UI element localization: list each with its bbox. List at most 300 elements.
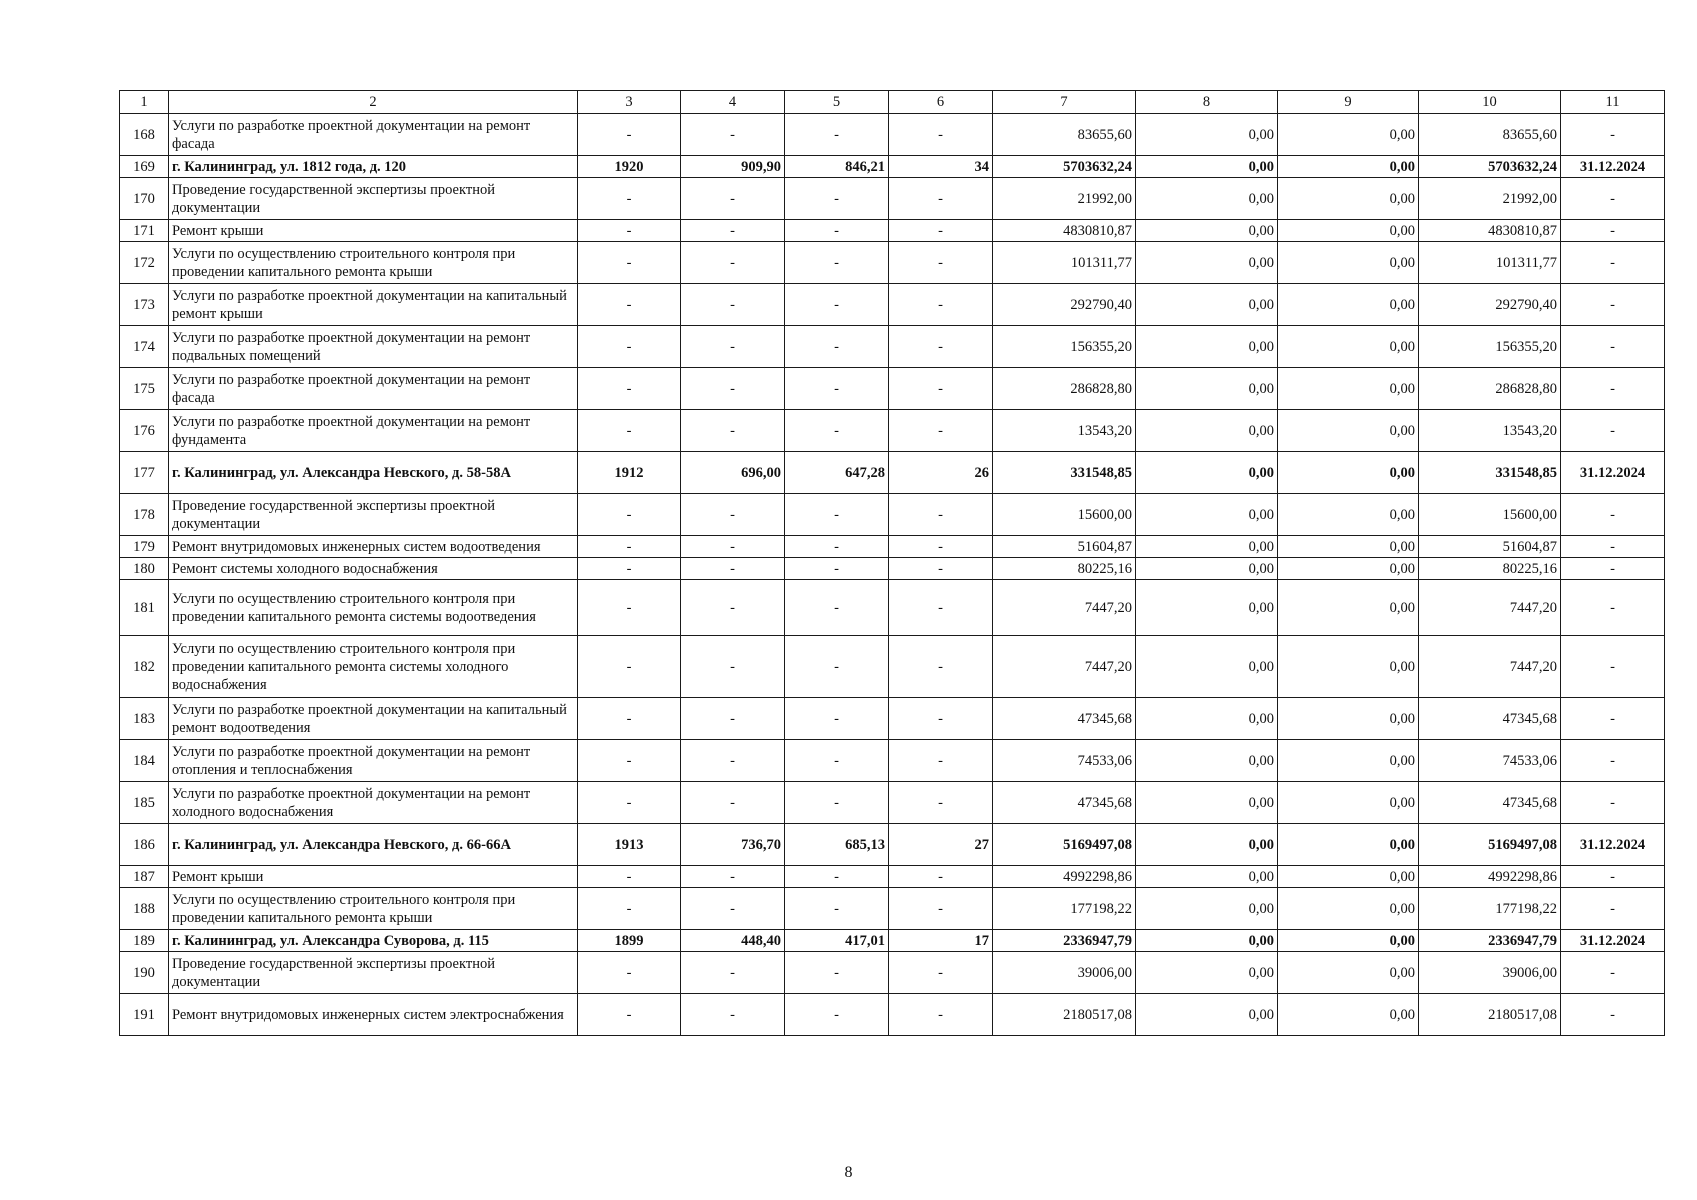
completion-date-cell: - — [1561, 494, 1665, 536]
row-number-cell: 171 — [120, 220, 169, 242]
fund-cost-cell: 0,00 — [1136, 930, 1278, 952]
total-cost-cell: 39006,00 — [993, 952, 1136, 994]
total-area-cell: - — [681, 866, 785, 888]
living-area-cell: - — [785, 994, 889, 1036]
owners-cost-cell: 156355,20 — [1419, 326, 1561, 368]
residents-cell: - — [889, 952, 993, 994]
table-row — [120, 952, 1665, 994]
header-col-6: 6 — [889, 91, 993, 114]
total-cost-cell: 74533,06 — [993, 740, 1136, 782]
owners-cost-cell: 15600,00 — [1419, 494, 1561, 536]
column-number-header — [120, 91, 1665, 114]
work-description-cell: Услуги по разработке проектной документации на капитальный ремонт крыши — [169, 284, 578, 326]
fund-cost-cell: 0,00 — [1136, 156, 1278, 178]
total-cost-cell: 101311,77 — [993, 242, 1136, 284]
year-built-cell: - — [578, 178, 681, 220]
table-row — [120, 410, 1665, 452]
year-built-cell: - — [578, 410, 681, 452]
total-area-cell: - — [681, 284, 785, 326]
header-col-2: 2 — [169, 91, 578, 114]
table-row — [120, 866, 1665, 888]
total-cost-cell: 80225,16 — [993, 558, 1136, 580]
owners-cost-cell: 5703632,24 — [1419, 156, 1561, 178]
year-built-cell: - — [578, 536, 681, 558]
row-number-cell: 180 — [120, 558, 169, 580]
living-area-cell: - — [785, 952, 889, 994]
total-area-cell: - — [681, 580, 785, 636]
year-built-cell: 1912 — [578, 452, 681, 494]
row-number-cell: 189 — [120, 930, 169, 952]
completion-date-cell: - — [1561, 994, 1665, 1036]
living-area-cell: - — [785, 866, 889, 888]
owners-cost-cell: 2180517,08 — [1419, 994, 1561, 1036]
header-col-11: 11 — [1561, 91, 1665, 114]
owners-cost-cell: 286828,80 — [1419, 368, 1561, 410]
living-area-cell: - — [785, 558, 889, 580]
other-cost-cell: 0,00 — [1278, 930, 1419, 952]
living-area-cell: 647,28 — [785, 452, 889, 494]
living-area-cell: 417,01 — [785, 930, 889, 952]
total-cost-cell: 51604,87 — [993, 536, 1136, 558]
other-cost-cell: 0,00 — [1278, 284, 1419, 326]
residents-cell: - — [889, 368, 993, 410]
living-area-cell: - — [785, 580, 889, 636]
other-cost-cell: 0,00 — [1278, 156, 1419, 178]
other-cost-cell: 0,00 — [1278, 114, 1419, 156]
year-built-cell: - — [578, 782, 681, 824]
completion-date-cell: 31.12.2024 — [1561, 930, 1665, 952]
fund-cost-cell: 0,00 — [1136, 284, 1278, 326]
fund-cost-cell: 0,00 — [1136, 740, 1278, 782]
year-built-cell: - — [578, 284, 681, 326]
owners-cost-cell: 21992,00 — [1419, 178, 1561, 220]
living-area-cell: - — [785, 536, 889, 558]
completion-date-cell: - — [1561, 866, 1665, 888]
total-cost-cell: 21992,00 — [993, 178, 1136, 220]
fund-cost-cell: 0,00 — [1136, 368, 1278, 410]
owners-cost-cell: 7447,20 — [1419, 636, 1561, 698]
table-row — [120, 368, 1665, 410]
total-area-cell: - — [681, 740, 785, 782]
header-col-9: 9 — [1278, 91, 1419, 114]
living-area-cell: - — [785, 410, 889, 452]
table-row — [120, 580, 1665, 636]
living-area-cell: - — [785, 326, 889, 368]
total-cost-cell: 177198,22 — [993, 888, 1136, 930]
total-area-cell: - — [681, 782, 785, 824]
completion-date-cell: - — [1561, 114, 1665, 156]
other-cost-cell: 0,00 — [1278, 952, 1419, 994]
work-description-cell: Проведение государственной экспертизы проектной документации — [169, 494, 578, 536]
address-row — [120, 452, 1665, 494]
year-built-cell: - — [578, 994, 681, 1036]
work-description-cell: Услуги по осуществлению строительного контроля при проведении капитального ремонта системы холодного водоснабжения — [169, 636, 578, 698]
residents-cell: - — [889, 242, 993, 284]
other-cost-cell: 0,00 — [1278, 242, 1419, 284]
table-row — [120, 284, 1665, 326]
fund-cost-cell: 0,00 — [1136, 326, 1278, 368]
table-body — [120, 91, 1665, 1036]
owners-cost-cell: 39006,00 — [1419, 952, 1561, 994]
fund-cost-cell: 0,00 — [1136, 888, 1278, 930]
header-col-3: 3 — [578, 91, 681, 114]
owners-cost-cell: 177198,22 — [1419, 888, 1561, 930]
living-area-cell: - — [785, 284, 889, 326]
other-cost-cell: 0,00 — [1278, 824, 1419, 866]
fund-cost-cell: 0,00 — [1136, 242, 1278, 284]
work-description-cell: Ремонт крыши — [169, 220, 578, 242]
owners-cost-cell: 83655,60 — [1419, 114, 1561, 156]
completion-date-cell: - — [1561, 952, 1665, 994]
total-area-cell: - — [681, 220, 785, 242]
total-area-cell: - — [681, 178, 785, 220]
completion-date-cell: 31.12.2024 — [1561, 156, 1665, 178]
owners-cost-cell: 47345,68 — [1419, 782, 1561, 824]
completion-date-cell: - — [1561, 368, 1665, 410]
completion-date-cell: - — [1561, 284, 1665, 326]
work-description-cell: Ремонт внутридомовых инженерных систем электроснабжения — [169, 994, 578, 1036]
residents-cell: - — [889, 580, 993, 636]
year-built-cell: - — [578, 740, 681, 782]
residents-cell: - — [889, 326, 993, 368]
row-number-cell: 185 — [120, 782, 169, 824]
residents-cell: 17 — [889, 930, 993, 952]
other-cost-cell: 0,00 — [1278, 698, 1419, 740]
total-cost-cell: 2180517,08 — [993, 994, 1136, 1036]
work-description-cell: г. Калининград, ул. Александра Невского, д. 66-66А — [169, 824, 578, 866]
header-col-8: 8 — [1136, 91, 1278, 114]
residents-cell: - — [889, 866, 993, 888]
other-cost-cell: 0,00 — [1278, 636, 1419, 698]
residents-cell: - — [889, 636, 993, 698]
owners-cost-cell: 2336947,79 — [1419, 930, 1561, 952]
year-built-cell: - — [578, 558, 681, 580]
completion-date-cell: - — [1561, 558, 1665, 580]
fund-cost-cell: 0,00 — [1136, 494, 1278, 536]
work-description-cell: Ремонт крыши — [169, 866, 578, 888]
living-area-cell: - — [785, 114, 889, 156]
completion-date-cell: 31.12.2024 — [1561, 824, 1665, 866]
row-number-cell: 178 — [120, 494, 169, 536]
work-description-cell: Ремонт внутридомовых инженерных систем водоотведения — [169, 536, 578, 558]
completion-date-cell: - — [1561, 326, 1665, 368]
work-description-cell: Ремонт системы холодного водоснабжения — [169, 558, 578, 580]
fund-cost-cell: 0,00 — [1136, 220, 1278, 242]
total-area-cell: 736,70 — [681, 824, 785, 866]
row-number-cell: 182 — [120, 636, 169, 698]
work-description-cell: Проведение государственной экспертизы проектной документации — [169, 952, 578, 994]
completion-date-cell: - — [1561, 220, 1665, 242]
row-number-cell: 186 — [120, 824, 169, 866]
row-number-cell: 177 — [120, 452, 169, 494]
residents-cell: - — [889, 888, 993, 930]
year-built-cell: - — [578, 636, 681, 698]
fund-cost-cell: 0,00 — [1136, 866, 1278, 888]
work-description-cell: Услуги по разработке проектной документации на ремонт фасада — [169, 368, 578, 410]
work-description-cell: Услуги по разработке проектной документации на ремонт холодного водоснабжения — [169, 782, 578, 824]
owners-cost-cell: 47345,68 — [1419, 698, 1561, 740]
row-number-cell: 169 — [120, 156, 169, 178]
address-row — [120, 156, 1665, 178]
year-built-cell: - — [578, 114, 681, 156]
row-number-cell: 175 — [120, 368, 169, 410]
completion-date-cell: - — [1561, 636, 1665, 698]
header-col-7: 7 — [993, 91, 1136, 114]
living-area-cell: - — [785, 242, 889, 284]
living-area-cell: 685,13 — [785, 824, 889, 866]
owners-cost-cell: 74533,06 — [1419, 740, 1561, 782]
row-number-cell: 191 — [120, 994, 169, 1036]
residents-cell: - — [889, 284, 993, 326]
owners-cost-cell: 7447,20 — [1419, 580, 1561, 636]
total-cost-cell: 4992298,86 — [993, 866, 1136, 888]
living-area-cell: - — [785, 888, 889, 930]
total-cost-cell: 15600,00 — [993, 494, 1136, 536]
living-area-cell: - — [785, 740, 889, 782]
year-built-cell: - — [578, 368, 681, 410]
work-description-cell: Услуги по осуществлению строительного контроля при проведении капитального ремонта крыши — [169, 242, 578, 284]
work-description-cell: Услуги по разработке проектной документации на ремонт фундамента — [169, 410, 578, 452]
total-cost-cell: 331548,85 — [993, 452, 1136, 494]
total-cost-cell: 47345,68 — [993, 698, 1136, 740]
owners-cost-cell: 101311,77 — [1419, 242, 1561, 284]
header-col-1: 1 — [120, 91, 169, 114]
work-description-cell: Услуги по разработке проектной документации на ремонт фасада — [169, 114, 578, 156]
owners-cost-cell: 4992298,86 — [1419, 866, 1561, 888]
residents-cell: - — [889, 494, 993, 536]
work-description-cell: г. Калининград, ул. Александра Суворова, д. 115 — [169, 930, 578, 952]
fund-cost-cell: 0,00 — [1136, 114, 1278, 156]
other-cost-cell: 0,00 — [1278, 368, 1419, 410]
residents-cell: - — [889, 410, 993, 452]
completion-date-cell: - — [1561, 888, 1665, 930]
row-number-cell: 188 — [120, 888, 169, 930]
address-row — [120, 824, 1665, 866]
other-cost-cell: 0,00 — [1278, 994, 1419, 1036]
table-row — [120, 994, 1665, 1036]
other-cost-cell: 0,00 — [1278, 410, 1419, 452]
residents-cell: - — [889, 536, 993, 558]
completion-date-cell: - — [1561, 242, 1665, 284]
fund-cost-cell: 0,00 — [1136, 558, 1278, 580]
living-area-cell: - — [785, 636, 889, 698]
other-cost-cell: 0,00 — [1278, 326, 1419, 368]
row-number-cell: 190 — [120, 952, 169, 994]
residents-cell: 34 — [889, 156, 993, 178]
total-cost-cell: 5169497,08 — [993, 824, 1136, 866]
completion-date-cell: - — [1561, 782, 1665, 824]
table-row — [120, 494, 1665, 536]
page-number: 8 — [844, 1164, 853, 1181]
living-area-cell: - — [785, 178, 889, 220]
work-description-cell: Услуги по осуществлению строительного контроля при проведении капитального ремонта системы водоотведения — [169, 580, 578, 636]
other-cost-cell: 0,00 — [1278, 782, 1419, 824]
total-cost-cell: 7447,20 — [993, 636, 1136, 698]
fund-cost-cell: 0,00 — [1136, 782, 1278, 824]
total-cost-cell: 156355,20 — [993, 326, 1136, 368]
table-row — [120, 740, 1665, 782]
residents-cell: - — [889, 740, 993, 782]
residents-cell: 27 — [889, 824, 993, 866]
completion-date-cell: - — [1561, 178, 1665, 220]
work-description-cell: Услуги по разработке проектной документации на капитальный ремонт водоотведения — [169, 698, 578, 740]
fund-cost-cell: 0,00 — [1136, 452, 1278, 494]
fund-cost-cell: 0,00 — [1136, 410, 1278, 452]
other-cost-cell: 0,00 — [1278, 536, 1419, 558]
capital-repair-table — [119, 90, 1665, 1036]
fund-cost-cell: 0,00 — [1136, 994, 1278, 1036]
total-cost-cell: 7447,20 — [993, 580, 1136, 636]
residents-cell: - — [889, 782, 993, 824]
table-row — [120, 782, 1665, 824]
completion-date-cell: - — [1561, 536, 1665, 558]
row-number-cell: 174 — [120, 326, 169, 368]
living-area-cell: - — [785, 698, 889, 740]
other-cost-cell: 0,00 — [1278, 866, 1419, 888]
other-cost-cell: 0,00 — [1278, 558, 1419, 580]
residents-cell: - — [889, 698, 993, 740]
work-description-cell: Услуги по разработке проектной документации на ремонт отопления и теплоснабжения — [169, 740, 578, 782]
header-col-5: 5 — [785, 91, 889, 114]
owners-cost-cell: 51604,87 — [1419, 536, 1561, 558]
other-cost-cell: 0,00 — [1278, 888, 1419, 930]
owners-cost-cell: 13543,20 — [1419, 410, 1561, 452]
work-description-cell: г. Калининград, ул. 1812 года, д. 120 — [169, 156, 578, 178]
owners-cost-cell: 80225,16 — [1419, 558, 1561, 580]
other-cost-cell: 0,00 — [1278, 220, 1419, 242]
address-row — [120, 930, 1665, 952]
total-area-cell: - — [681, 410, 785, 452]
residents-cell: - — [889, 220, 993, 242]
table-row — [120, 698, 1665, 740]
row-number-cell: 187 — [120, 866, 169, 888]
residents-cell: - — [889, 178, 993, 220]
owners-cost-cell: 5169497,08 — [1419, 824, 1561, 866]
table-row — [120, 114, 1665, 156]
owners-cost-cell: 292790,40 — [1419, 284, 1561, 326]
row-number-cell: 173 — [120, 284, 169, 326]
row-number-cell: 181 — [120, 580, 169, 636]
other-cost-cell: 0,00 — [1278, 452, 1419, 494]
year-built-cell: - — [578, 698, 681, 740]
total-area-cell: - — [681, 242, 785, 284]
total-area-cell: - — [681, 558, 785, 580]
work-description-cell: Проведение государственной экспертизы проектной документации — [169, 178, 578, 220]
total-area-cell: - — [681, 698, 785, 740]
year-built-cell: - — [578, 580, 681, 636]
fund-cost-cell: 0,00 — [1136, 824, 1278, 866]
completion-date-cell: - — [1561, 740, 1665, 782]
header-col-4: 4 — [681, 91, 785, 114]
residents-cell: - — [889, 114, 993, 156]
year-built-cell: - — [578, 952, 681, 994]
table-row — [120, 178, 1665, 220]
row-number-cell: 172 — [120, 242, 169, 284]
completion-date-cell: - — [1561, 580, 1665, 636]
total-area-cell: - — [681, 636, 785, 698]
table-row — [120, 888, 1665, 930]
total-cost-cell: 2336947,79 — [993, 930, 1136, 952]
living-area-cell: - — [785, 494, 889, 536]
other-cost-cell: 0,00 — [1278, 580, 1419, 636]
living-area-cell: 846,21 — [785, 156, 889, 178]
other-cost-cell: 0,00 — [1278, 494, 1419, 536]
year-built-cell: - — [578, 888, 681, 930]
work-description-cell: г. Калининград, ул. Александра Невского, д. 58-58А — [169, 452, 578, 494]
total-area-cell: - — [681, 494, 785, 536]
other-cost-cell: 0,00 — [1278, 178, 1419, 220]
total-area-cell: - — [681, 114, 785, 156]
year-built-cell: - — [578, 220, 681, 242]
other-cost-cell: 0,00 — [1278, 740, 1419, 782]
total-cost-cell: 292790,40 — [993, 284, 1136, 326]
row-number-cell: 170 — [120, 178, 169, 220]
owners-cost-cell: 4830810,87 — [1419, 220, 1561, 242]
total-area-cell: - — [681, 952, 785, 994]
residents-cell: - — [889, 558, 993, 580]
year-built-cell: 1913 — [578, 824, 681, 866]
completion-date-cell: - — [1561, 698, 1665, 740]
header-col-10: 10 — [1419, 91, 1561, 114]
living-area-cell: - — [785, 782, 889, 824]
fund-cost-cell: 0,00 — [1136, 636, 1278, 698]
total-area-cell: - — [681, 994, 785, 1036]
total-area-cell: - — [681, 536, 785, 558]
table-row — [120, 220, 1665, 242]
year-built-cell: - — [578, 326, 681, 368]
total-area-cell: 696,00 — [681, 452, 785, 494]
table-row — [120, 636, 1665, 698]
year-built-cell: - — [578, 866, 681, 888]
residents-cell: - — [889, 994, 993, 1036]
table-row — [120, 536, 1665, 558]
fund-cost-cell: 0,00 — [1136, 580, 1278, 636]
total-cost-cell: 4830810,87 — [993, 220, 1136, 242]
work-description-cell: Услуги по осуществлению строительного контроля при проведении капитального ремонта крыши — [169, 888, 578, 930]
year-built-cell: - — [578, 494, 681, 536]
living-area-cell: - — [785, 220, 889, 242]
total-cost-cell: 5703632,24 — [993, 156, 1136, 178]
total-cost-cell: 83655,60 — [993, 114, 1136, 156]
fund-cost-cell: 0,00 — [1136, 178, 1278, 220]
year-built-cell: - — [578, 242, 681, 284]
owners-cost-cell: 331548,85 — [1419, 452, 1561, 494]
total-area-cell: - — [681, 888, 785, 930]
row-number-cell: 179 — [120, 536, 169, 558]
fund-cost-cell: 0,00 — [1136, 536, 1278, 558]
residents-cell: 26 — [889, 452, 993, 494]
row-number-cell: 184 — [120, 740, 169, 782]
total-area-cell: - — [681, 326, 785, 368]
year-built-cell: 1899 — [578, 930, 681, 952]
row-number-cell: 183 — [120, 698, 169, 740]
completion-date-cell: - — [1561, 410, 1665, 452]
total-area-cell: - — [681, 368, 785, 410]
total-cost-cell: 47345,68 — [993, 782, 1136, 824]
total-area-cell: 909,90 — [681, 156, 785, 178]
row-number-cell: 176 — [120, 410, 169, 452]
fund-cost-cell: 0,00 — [1136, 952, 1278, 994]
table-row — [120, 242, 1665, 284]
year-built-cell: 1920 — [578, 156, 681, 178]
table-row — [120, 558, 1665, 580]
total-cost-cell: 286828,80 — [993, 368, 1136, 410]
living-area-cell: - — [785, 368, 889, 410]
row-number-cell: 168 — [120, 114, 169, 156]
total-cost-cell: 13543,20 — [993, 410, 1136, 452]
total-area-cell: 448,40 — [681, 930, 785, 952]
table-row — [120, 326, 1665, 368]
